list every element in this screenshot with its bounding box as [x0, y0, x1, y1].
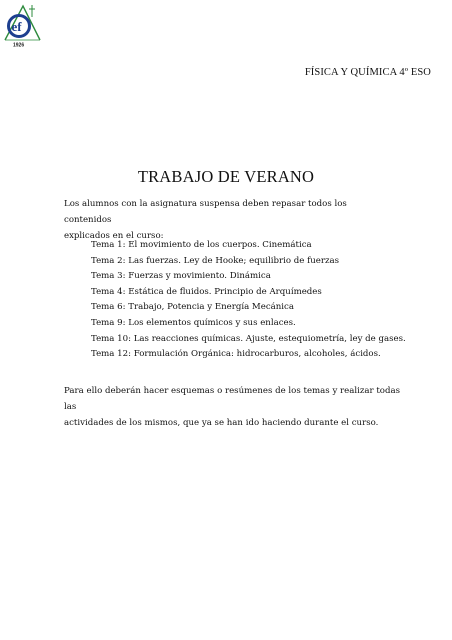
closing-line: Para ello deberán hacer esquemas o resúmenes de los temas y realizar todas las — [64, 386, 401, 412]
list-item: Tema 10: Las reacciones químicas. Ajuste, estequiometría, ley de gases. — [91, 333, 406, 344]
topic-list — [91, 238, 406, 363]
page-title: TRABAJO DE VERANO — [137, 167, 315, 186]
list-item: Tema 9: Los elementos químicos y sus enlaces. — [91, 317, 296, 328]
intro-line: Los alumnos con la asignatura suspensa deben repasar todos los contenidos — [64, 199, 347, 225]
intro-paragraph — [64, 196, 394, 244]
logo-year: 1926 — [13, 42, 25, 48]
school-logo-icon — [2, 2, 44, 48]
intro-line: explicados en el curso: — [64, 231, 164, 241]
list-item: Tema 1: El movimiento de los cuerpos. Cinemática — [91, 240, 312, 250]
closing-paragraph — [64, 383, 404, 431]
list-item: Tema 2: Las fuerzas. Ley de Hooke; equilibrio de fuerzas — [91, 255, 340, 266]
svg-text:ef: ef — [11, 19, 22, 34]
list-item: Tema 12: Formulación Orgánica: hidrocarburos, alcoholes, ácidos. — [91, 349, 381, 360]
subject-header: FÍSICA Y QUÍMICA 4º ESO — [304, 67, 431, 78]
list-item: Tema 3: Fuerzas y movimiento. Dinámica — [91, 271, 271, 282]
list-item: Tema 4: Estática de fluidos. Principio de Arquímedes — [91, 286, 322, 297]
closing-line: actividades de los mismos, que ya se han ido haciendo durante el curso. — [64, 418, 379, 428]
list-item: Tema 6: Trabajo, Potencia y Energía Mecánica — [91, 302, 294, 313]
